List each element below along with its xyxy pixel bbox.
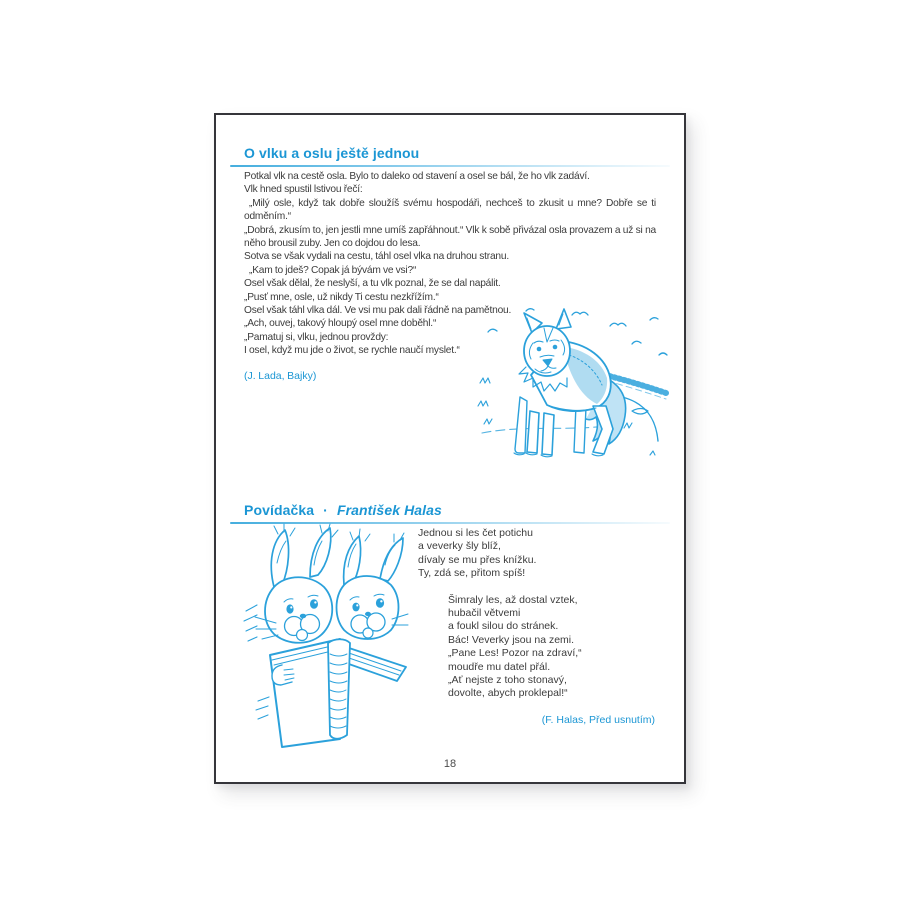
poem-line: moudře mu datel přál. <box>448 660 551 673</box>
wolf-illustration <box>474 305 671 477</box>
poem-line: Šimraly les, až dostal vztek, <box>448 593 578 606</box>
poem-title: Povídačka <box>244 502 315 518</box>
poem-stanza <box>448 594 655 701</box>
story-paragraph: Potkal vlk na cestě osla. Bylo to daleko od stavení a osel se bál, že ho vlk zadáví. <box>244 171 590 182</box>
poem-author: František Halas <box>336 502 442 518</box>
poem-attribution: (F. Halas, Před usnutím) <box>541 713 655 726</box>
poem-line: hubačil větvemi <box>448 607 521 620</box>
poem-line: dívaly se mu přes knížku. <box>418 553 537 566</box>
story-title: O vlku a oslu ještě jednou <box>244 145 420 161</box>
poem-line: a veverky šly blíž, <box>418 540 501 553</box>
story-paragraph: Osel však táhl vlka dál. Ve vsi mu pak dali řádně na pamětnou. <box>244 305 512 317</box>
book-page <box>214 113 686 784</box>
story-paragraph: „Milý osle, když tak dobře sloužíš svému hospodáři, nechceš to zkusit u mne? Dobře se ti odměním.“ <box>244 197 656 223</box>
poem-line: dovolte, abych proklepal!“ <box>448 687 568 700</box>
story-paragraph: I osel, když mu jde o život, se rychle naučí myslet.“ <box>244 345 460 357</box>
page-number: 18 <box>443 758 457 770</box>
story-paragraph: Sotva se však vydali na cestu, táhl osel vlka na druhou stranu. <box>244 251 509 263</box>
story-paragraph: Osel však dělal, že neslyší, a tu vlk poznal, že se dal napálit. <box>244 278 501 290</box>
heading-rule <box>230 165 670 167</box>
poem-line: Bác! Veverky jsou na zemi. <box>448 633 575 646</box>
story-paragraph: „Pamatuj si, vlku, jednou provždy: <box>244 331 389 343</box>
story-section-header <box>244 145 656 167</box>
story-paragraph: „Pusť mne, osle, už nikdy Ti cestu nezkřížím.“ <box>244 291 439 303</box>
story-paragraph: Vlk hned spustil lstivou řečí: <box>244 184 363 196</box>
poem-line: „Pane Les! Pozor na zdraví,“ <box>448 647 582 660</box>
poem-section-header <box>244 502 656 524</box>
poem-text <box>418 527 655 727</box>
squirrels-illustration <box>240 523 412 755</box>
poem-line: Jednou si les čet potichu <box>418 527 533 539</box>
poem-stanza <box>418 527 655 581</box>
poem-line: „Ať nejste z toho stonavý, <box>448 674 567 687</box>
poem-line: Ty, zdá se, přitom spíš! <box>418 567 526 580</box>
poem-line: a foukl silou do stránek. <box>448 620 559 633</box>
story-paragraph: „Ach, ouvej, takový hloupý osel mne doběhl.“ <box>244 318 437 330</box>
story-paragraph: „Dobrá, zkusím to, jen jestli mne umíš zapřáhnout.“ Vlk k sobě přivázal osla provazem a už si na něho brousil zuby. Jen co dojdou do lesa. <box>244 224 656 250</box>
story-paragraph: „Kam to jdeš? Copak já bývám ve vsi?“ <box>249 264 417 276</box>
poem-heading <box>244 502 656 518</box>
story-attribution: (J. Lada, Bajky) <box>244 369 317 382</box>
heading-separator-dot: · <box>323 502 328 518</box>
